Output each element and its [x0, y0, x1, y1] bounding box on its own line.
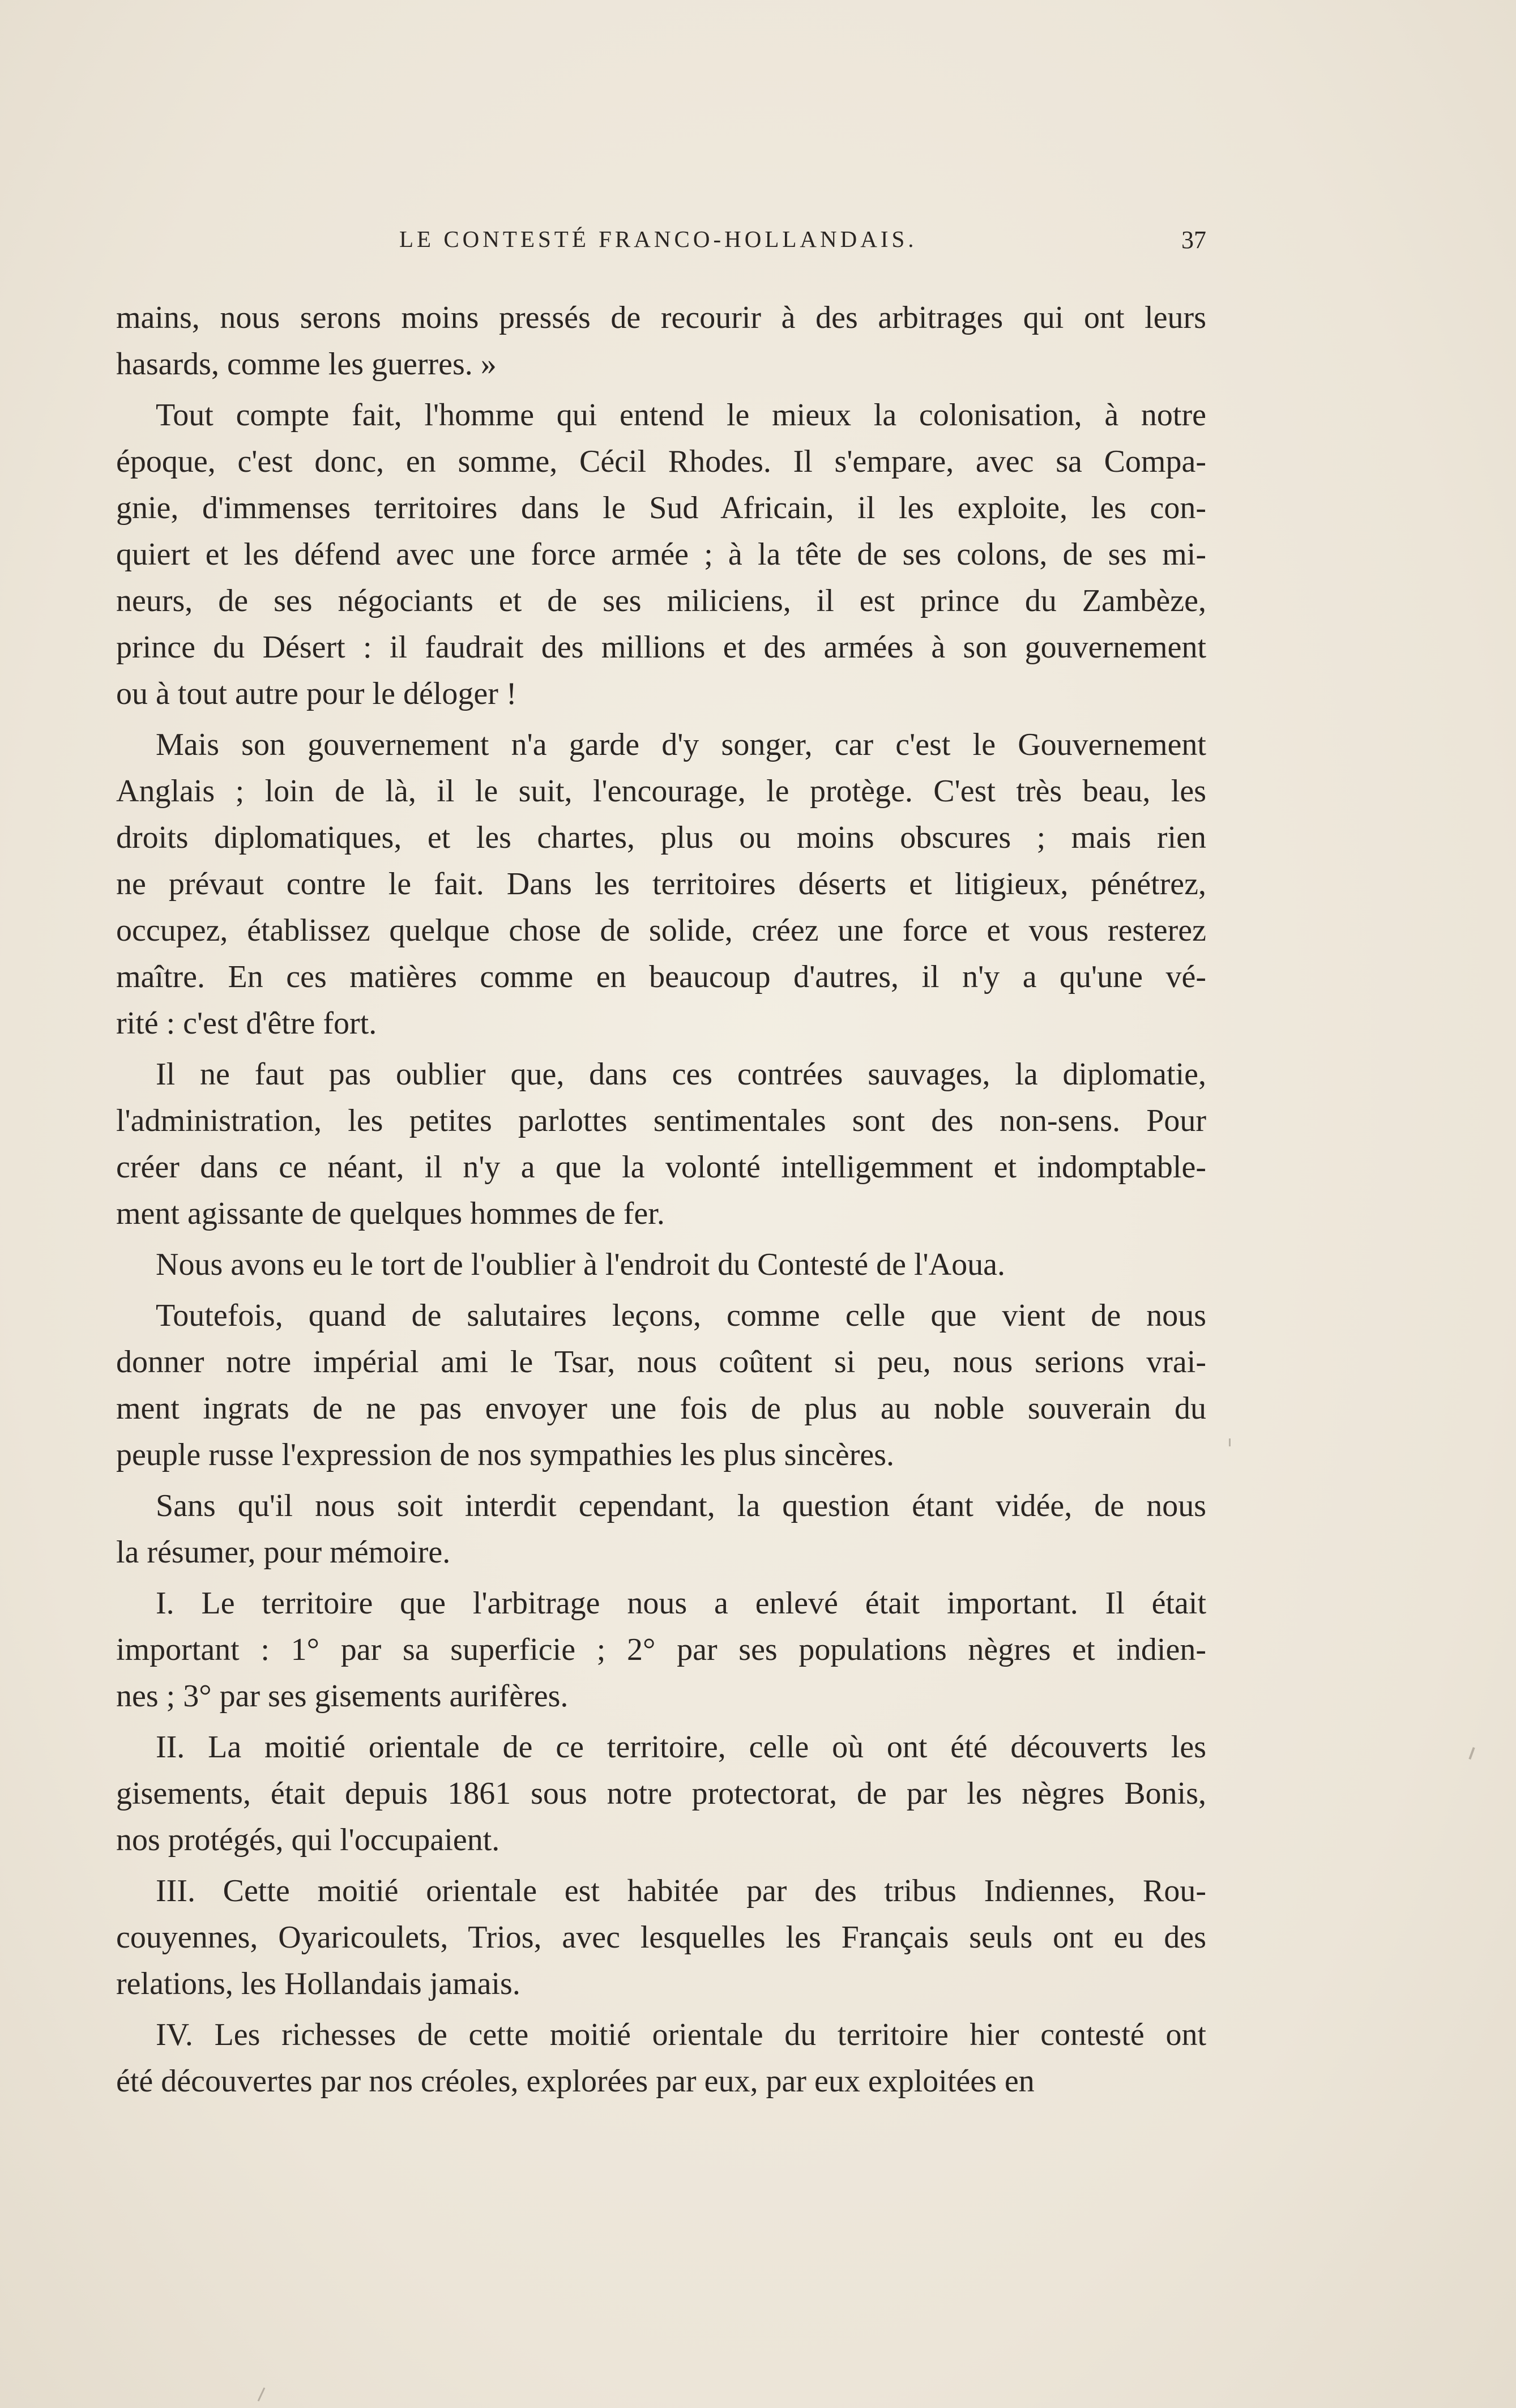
text-line: créer dans ce néant, il n'y a que la volonté intelligemment et indomptable-	[116, 1150, 1206, 1185]
text-line: prince du Désert : il faudrait des millions et des armées à son gouvernement	[116, 630, 1206, 665]
text-line: été découvertes par nos créoles, explorées par eux, par eux exploitées en	[116, 2064, 1035, 2099]
text-line: droits diplomatiques, et les chartes, plus ou moins obscures ; mais rien	[116, 820, 1206, 855]
text-line: époque, c'est donc, en somme, Cécil Rhodes. Il s'empare, avec sa Compa-	[116, 444, 1206, 479]
paragraph	[116, 1051, 1206, 1237]
text-line: Il ne faut pas oublier que, dans ces contrées sauvages, la diplomatie,	[156, 1057, 1206, 1092]
text-line: gnie, d'immenses territoires dans le Sud Africain, il les exploite, les con-	[116, 490, 1206, 526]
text-line: l'administration, les petites parlottes sentimentales sont des non-sens. Pour	[116, 1103, 1206, 1138]
text-line: II. La moitié orientale de ce territoire, celle où ont été découverts les	[156, 1730, 1206, 1765]
text-line: Nous avons eu le tort de l'oublier à l'endroit du Contesté de l'Aoua.	[156, 1247, 1005, 1282]
text-line: Sans qu'il nous soit interdit cependant, la question étant vidée, de nous	[156, 1488, 1206, 1523]
text-line: Tout compte fait, l'homme qui entend le mieux la colonisation, à notre	[156, 398, 1206, 433]
body-text	[116, 294, 1206, 2104]
paragraph	[116, 392, 1206, 717]
text-line: quiert et les défend avec une force armée ; à la tête de ses colons, de ses mi-	[116, 537, 1206, 572]
text-line: gisements, était depuis 1861 sous notre protectorat, de par les nègres Bonis,	[116, 1776, 1206, 1811]
text-line: ment ingrats de ne pas envoyer une fois de plus au noble souverain du	[116, 1391, 1206, 1426]
text-line: la résumer, pour mémoire.	[116, 1535, 451, 1570]
text-line: occupez, établissez quelque chose de solide, créez une force et vous resterez	[116, 913, 1206, 948]
paragraph	[116, 1580, 1206, 1719]
text-line: couyennes, Oyaricoulets, Trios, avec lesquelles les Français seuls ont eu des	[116, 1920, 1206, 1955]
running-head	[116, 225, 1206, 265]
text-line: nes ; 3° par ses gisements aurifères.	[116, 1679, 569, 1714]
text-line: important : 1° par sa superficie ; 2° par ses populations nègres et indien-	[116, 1632, 1206, 1667]
running-title: LE CONTESTÉ FRANCO-HOLLANDAIS.	[399, 226, 917, 252]
text-line: Mais son gouvernement n'a garde d'y songer, car c'est le Gouvernement	[156, 727, 1206, 762]
text-line: Toutefois, quand de salutaires leçons, comme celle que vient de nous	[156, 1298, 1206, 1333]
text-line: peuple russe l'expression de nos sympathies les plus sincères.	[116, 1437, 895, 1472]
margin-mark	[258, 2388, 266, 2402]
margin-mark	[1468, 1747, 1475, 1760]
text-line: hasards, comme les guerres. »	[116, 347, 497, 382]
text-line: donner notre impérial ami le Tsar, nous coûtent si peu, nous serions vrai-	[116, 1344, 1206, 1380]
paragraph	[116, 1724, 1206, 1863]
text-line: ne prévaut contre le fait. Dans les territoires déserts et litigieux, pénétrez,	[116, 866, 1206, 902]
text-line: mains, nous serons moins pressés de recourir à des arbitrages qui ont leurs	[116, 300, 1206, 335]
paragraph	[116, 1292, 1206, 1478]
text-line: III. Cette moitié orientale est habitée par des tribus Indiennes, Rou-	[156, 1873, 1206, 1909]
text-line: IV. Les richesses de cette moitié orientale du territoire hier contesté ont	[156, 2017, 1206, 2052]
paragraph	[116, 294, 1206, 387]
text-line: ment agissante de quelques hommes de fer.	[116, 1196, 665, 1231]
text-line: Anglais ; loin de là, il le suit, l'encourage, le protège. C'est très beau, les	[116, 774, 1206, 809]
text-line: relations, les Hollandais jamais.	[116, 1966, 520, 2001]
paragraph	[116, 1483, 1206, 1576]
text-line: I. Le territoire que l'arbitrage nous a enlevé était important. Il était	[156, 1586, 1206, 1621]
paragraph	[116, 2012, 1206, 2104]
margin-mark	[1229, 1438, 1231, 1446]
text-line: rité : c'est d'être fort.	[116, 1006, 377, 1041]
text-line: maître. En ces matières comme en beaucoup d'autres, il n'y a qu'une vé-	[116, 959, 1206, 994]
page-number: 37	[1181, 226, 1206, 254]
paragraph	[116, 1868, 1206, 2007]
paragraph	[116, 721, 1206, 1047]
text-line: ou à tout autre pour le déloger !	[116, 676, 517, 711]
paragraph	[116, 1241, 1206, 1288]
text-line: nos protégés, qui l'occupaient.	[116, 1822, 500, 1858]
text-line: neurs, de ses négociants et de ses miliciens, il est prince du Zambèze,	[116, 583, 1206, 618]
